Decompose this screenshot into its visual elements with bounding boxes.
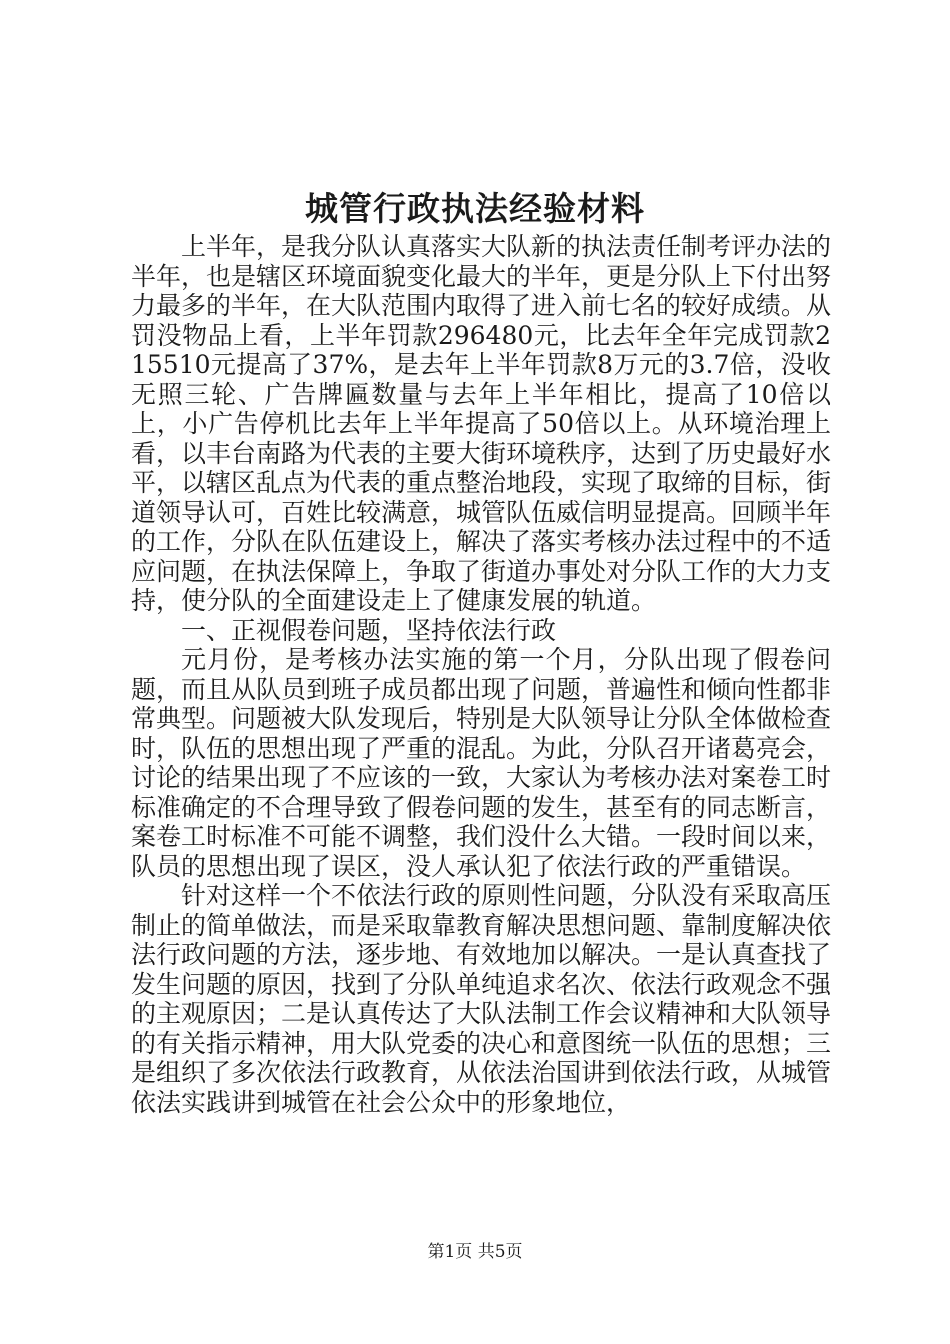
section-heading: 一、正视假卷问题，坚持依法行政: [181, 615, 557, 645]
section-paragraph-1: 元月份，是考核办法实施的第一个月，分队出现了假卷问题，而且从队员到班子成员都出现了问题，普遍性和倾向性都非常典型。问题被大队发现后，特别是大队领导让分队全体做检查时，队伍的思想出现了严重的混乱。为此，分队召开诸葛亮会，讨论的结果出现了不应该的一致，大家认为考核办法对案卷工时标准确定的不合理导致了假卷问题的发生，甚至有的同志断言，案卷工时标准不可能不调整，我们没什么大错。一段时间以来，队员的思想出现了误区，没人承认犯了依法行政的严重错误。: [131, 645, 832, 881]
document-body: [131, 232, 831, 1117]
intro-paragraph: 上半年，是我分队认真落实大队新的执法责任制考评办法的半年，也是辖区环境面貌变化最大的半年，更是分队上下付出努力最多的半年，在大队范围内取得了进入前七名的较好成绩。从罚没物品上看，上半年罚款296480元，比去年全年完成罚款215510元提高了37%，是去年上半年罚款8万元的3.7倍，没收无照三轮、广告牌匾数量与去年上半年相比，提高了10倍以上，小广告停机比去年上半年提高了50倍以上。从环境治理上看，以丰台南路为代表的主要大街环境秩序，达到了历史最好水平，以辖区乱点为代表的重点整治地段，实现了取缔的目标，街道领导认可，百姓比较满意，城管队伍威信明显提高。回顾半年的工作，分队在队伍建设上，解决了落实考核办法过程中的不适应问题，在执法保障上，争取了街道办事处对分队工作的大力支持，使分队的全面建设走上了健康发展的轨道。: [131, 232, 832, 615]
page-footer: 第1页 共5页: [427, 1242, 523, 1262]
document-title: 城管行政执法经验材料: [305, 189, 645, 228]
section-paragraph-2: 针对这样一个不依法行政的原则性问题，分队没有采取高压制止的简单做法，而是采取靠教育解决思想问题、靠制度解决依法行政问题的方法，逐步地、有效地加以解决。一是认真查找了发生问题的原因，找到了分队单纯追求名次、依法行政观念不强的主观原因；二是认真传达了大队法制工作会议精神和大队领导的有关指示精神，用大队党委的决心和意图统一队伍的思想；三是组织了多次依法行政教育，从依法治国讲到依法行政，从城管依法实践讲到城管在社会公众中的形象地位，: [131, 881, 832, 1117]
